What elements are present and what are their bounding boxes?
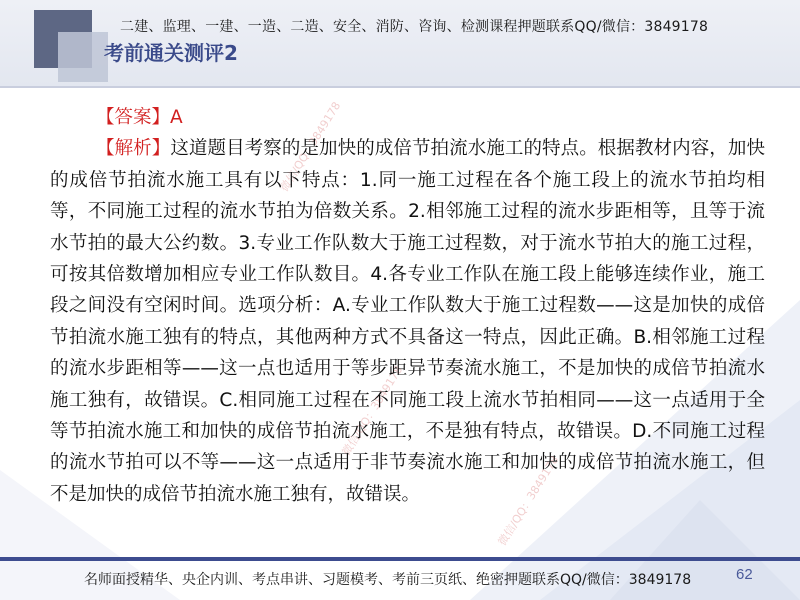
page-number: 62 — [736, 566, 753, 583]
answer-line — [50, 102, 765, 133]
watermark: 微信/QQ：3849178 — [495, 453, 562, 548]
footer-bar — [0, 557, 800, 561]
watermark: 微信/QQ：3849178 — [277, 99, 344, 194]
header-notice: 二建、监理、一建、一造、二造、安全、消防、咨询、检测课程押题联系QQ/微信：3849178 — [120, 19, 709, 35]
watermark: 微信/QQ：3849178 — [339, 363, 406, 458]
header-logo-square-light — [58, 32, 108, 82]
answer-explanation — [50, 102, 765, 510]
header-divider — [0, 86, 800, 88]
footer-notice: 名师面授精华、央企内训、考点串讲、习题模考、考前三页纸、绝密押题联系QQ/微信：3849178 — [84, 572, 692, 588]
analysis-text: 这道题目考察的是加快的成倍节拍流水施工的特点。根据教材内容，加快的成倍节拍流水施工具有以下特点：1.同一施工过程在各个施工段上的流水节拍均相等，不同施工过程的流水节拍为倍数关系。2.相邻施工过程的流水步距相等，且等于流水节拍的最大公约数。3.专业工作队数大于施工过程数，对于流水节拍大的施工过程，可按其倍数增加相应专业工作队数目。4.各专业工作队在施工段上能够连续作业，施工段之间没有空闲时间。选项分析：A.专业工作队数大于施工过程数——这是加快的成倍节拍流水施工独有的特点，其他两种方式不具备这一特点，因此正确。B.相邻施工过程的流水步距相等——这一点也适用于等步距异节奏流水施工，不是加快的成倍节拍流水施工独有，故错误。C.相同施工过程在不同施工段上流水节拍相同——这一点适用于全等节拍流水施工和加快的成倍节拍流水施工，不是独有特点，故错误。D.不同施工过程的流水节拍可以不等——这一点适用于非节奏流水施工和加快的成倍节拍流水施工，但不是加快的成倍节拍流水施工独有，故错误。 — [50, 138, 765, 505]
analysis-paragraph — [50, 133, 765, 510]
answer-value: A — [170, 107, 183, 128]
slide-title: 考前通关测评2 — [104, 41, 238, 65]
analysis-tag: 【解析】 — [96, 138, 171, 160]
answer-tag: 【答案】 — [96, 107, 171, 128]
